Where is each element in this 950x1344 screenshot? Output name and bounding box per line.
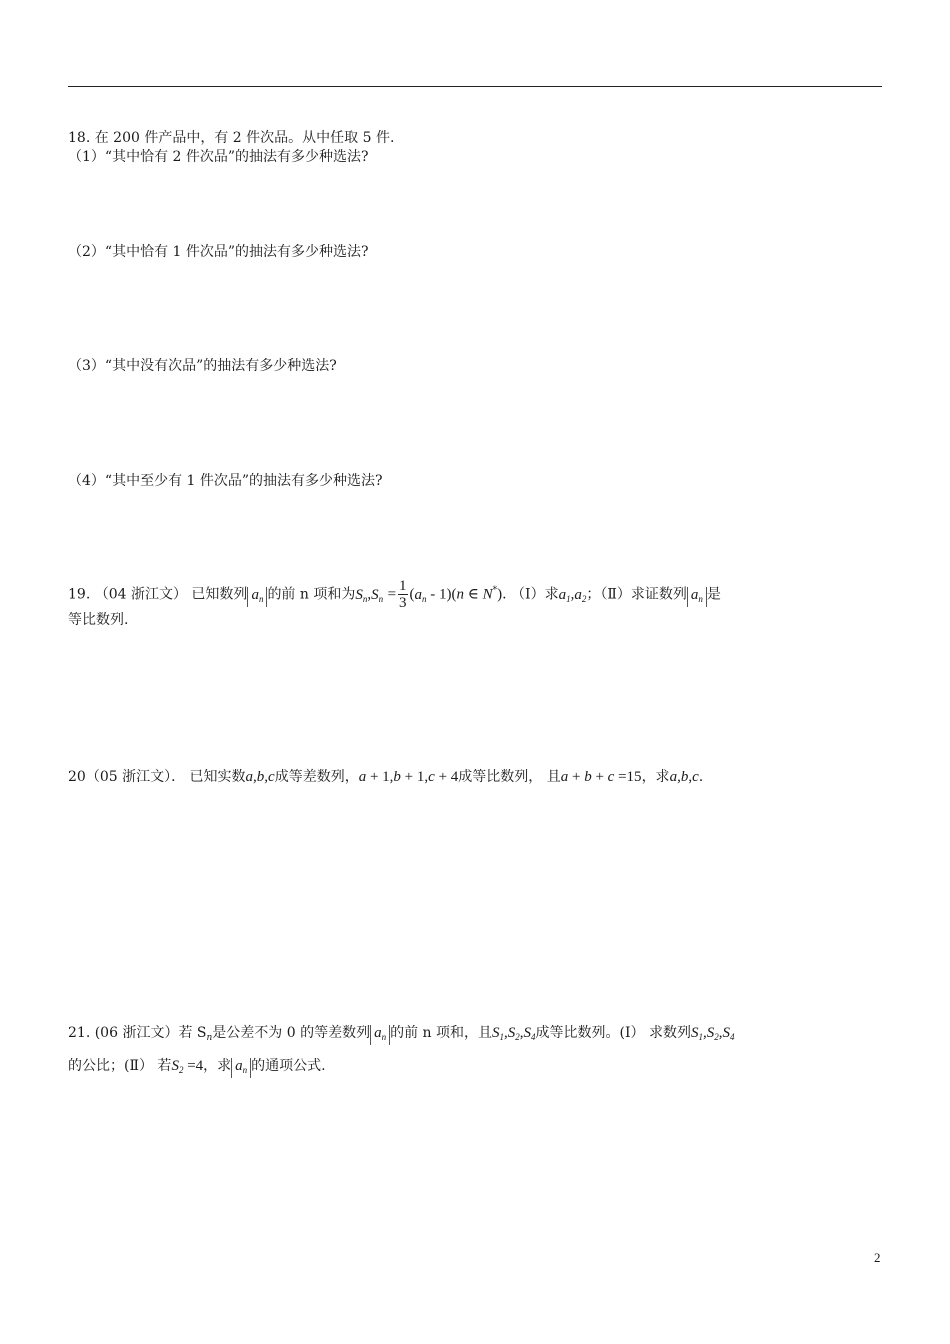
q20-text-4: ，求 <box>641 769 670 785</box>
q21-text-5: 的公比；(Ⅱ） 若 <box>68 1058 172 1074</box>
q19-a1-a2: $a_1$ <box>558 586 571 604</box>
q21-text-3: 的前 n 项和，且 <box>390 1025 493 1041</box>
q19-fraction: $\frac{1}{3}$ <box>399 578 407 611</box>
q21-seq-an-2: $a_n$ <box>231 1058 251 1078</box>
q19-seq-an-2: $a_n$ <box>687 587 707 607</box>
q19-text-5: 是 <box>706 586 721 603</box>
q21-text-7: 的通项公式. <box>251 1058 326 1074</box>
q20-text-3: 成等比数列， 且 <box>458 769 561 785</box>
q21-text-1: 21. (06 浙江文）若 S <box>68 1025 207 1041</box>
q18-part4: （4）“其中至少有 1 件次品”的抽法有多少种选法? <box>68 473 383 489</box>
q19-text-4: ；（Ⅱ）求证数列 <box>586 586 687 603</box>
q21-line2: 的公比；(Ⅱ） 若$S_2 =4$，求 $a_n$ 的通项公式. <box>68 1056 326 1080</box>
q21-seq-an: $a_n$ <box>370 1025 390 1045</box>
q20-text-1: 20（05 浙江文）． 已知实数 <box>68 769 246 785</box>
q20-expr-geo: a <box>358 769 367 785</box>
page-number: 2 <box>874 1250 881 1265</box>
q19-formula-sn: $S_n$ <box>355 586 368 604</box>
q20-abc: a <box>245 769 254 785</box>
q20-text-5: . <box>698 769 704 785</box>
q21-s124-2: $S_1$ <box>690 1025 703 1042</box>
q19-text-2: 的前 n 项和为 <box>267 586 356 603</box>
q19-seq-an: $a_n$ <box>247 587 267 607</box>
q21-text-4: 成等比数列。(Ⅰ） 求数列 <box>535 1025 691 1041</box>
q21-s2-eq: $S_2$ <box>171 1058 184 1075</box>
q21-s124: $S_1$ <box>492 1025 505 1042</box>
q18-part3: （3）“其中没有次品”的抽法有多少种选法? <box>68 358 337 374</box>
q18-part1: （1）“其中恰有 2 件次品”的抽法有多少种选法? <box>68 149 369 165</box>
q18-part2: （2）“其中恰有 1 件次品”的抽法有多少种选法? <box>68 244 369 260</box>
q19-text-1: 19. （04 浙江文） 已知数列 <box>68 586 248 603</box>
q20-sum: a <box>560 769 569 785</box>
q19-text-3: . （Ⅰ）求 <box>502 586 559 603</box>
q21-text-2: 是公差不为 0 的等差数列 <box>212 1025 371 1041</box>
q18-stem: 18. 在 200 件产品中，有 2 件次品。从中任取 5 件. <box>68 130 395 146</box>
q20-line: 20（05 浙江文）． 已知实数a,b,c成等差数列，a + 1,b + 1,c + 4成等比数列， 且a + b + c =15，求a,b,c. <box>68 769 704 785</box>
q21-text-6: ，求 <box>203 1058 232 1074</box>
q21-line1: 21. (06 浙江文）若 $S_n$是公差不为 0 的等差数列 $a_n$ 的前 n 项和，且$S_1,S_2,S_4$成等比数列。(Ⅰ） 求数列$S_1,S_2,S_4$ <box>68 1025 735 1043</box>
header-rule <box>68 86 882 87</box>
q19-line1: 19. （04 浙江文） 已知数列 $a_n$ 的前 n 项和为$S_n,S_n$ = $\frac{1}{3}$ $(a_n - 1)(n$ ∈ N*). （Ⅰ）求$a_1,a_2$；（Ⅱ）求证数列 $a_n$ 是 <box>68 578 721 611</box>
q21-sn-sub: n <box>206 1033 213 1043</box>
q20-abc-2: a <box>669 769 678 785</box>
q20-text-2: 成等差数列， <box>274 769 359 785</box>
q19-line2: 等比数列. <box>68 612 129 628</box>
